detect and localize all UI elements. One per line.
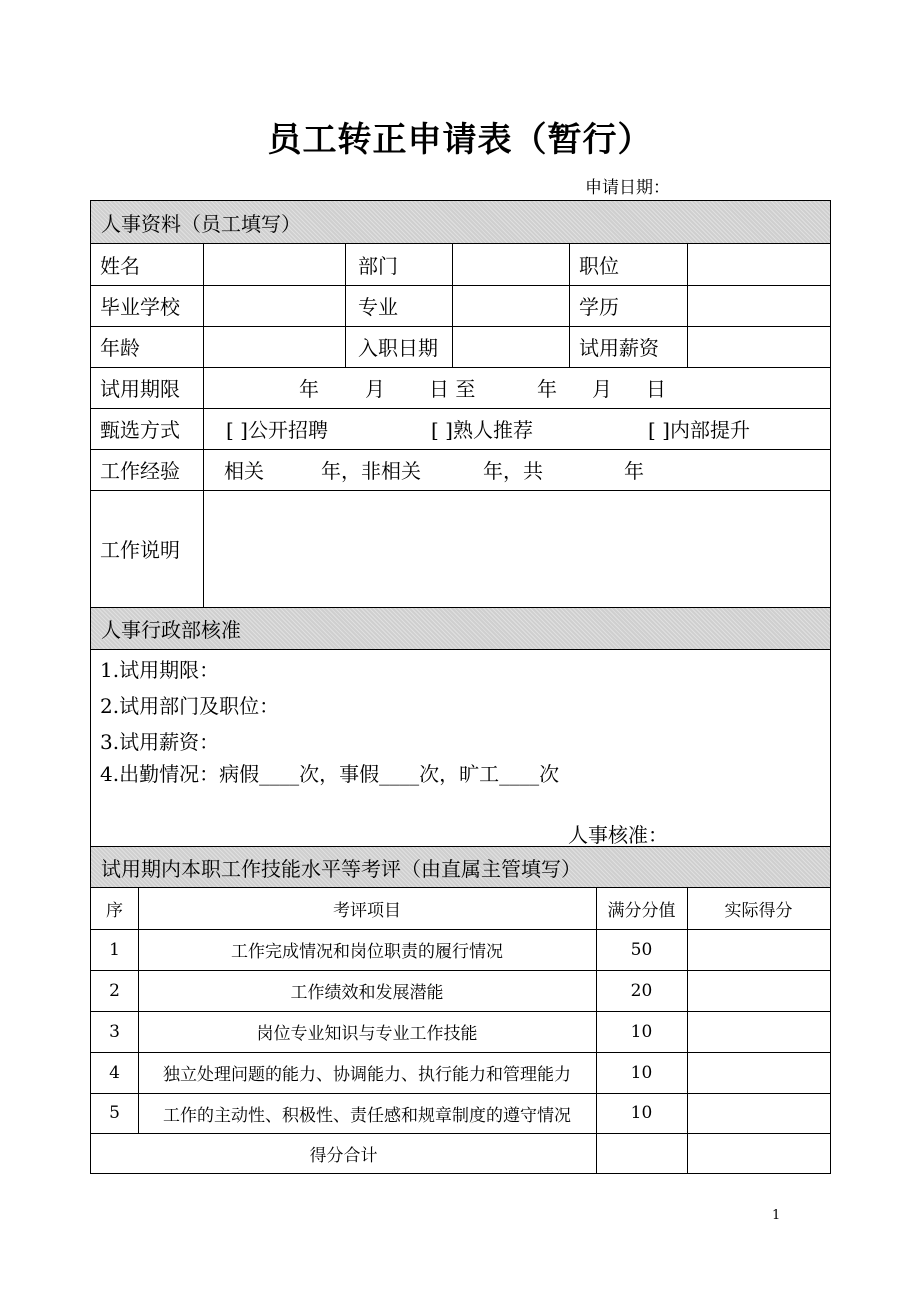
- page-title: 员工转正申请表（暂行）: [267, 120, 653, 160]
- col-full-header: 满分分值: [607, 901, 676, 921]
- position-field[interactable]: [687, 244, 830, 285]
- name-label: 姓名: [100, 254, 140, 278]
- entry-date-field[interactable]: [452, 326, 569, 367]
- hr-approval-label: 人事核准：: [568, 822, 668, 847]
- table-row-full: 20: [630, 980, 653, 1001]
- education-field[interactable]: [687, 285, 830, 326]
- table-row-full: 10: [630, 1062, 653, 1083]
- row-divider: [91, 449, 830, 450]
- position-label: 职位: [579, 254, 619, 278]
- table-row-seq: 1: [109, 939, 120, 960]
- table-row-item: 独立处理问题的能力、协调能力、执行能力和管理能力: [163, 1065, 571, 1085]
- table-row-item: 工作绩效和发展潜能: [290, 983, 444, 1003]
- section-evaluation-header: 试用期内本职工作技能水平等考评（由直属主管填写）: [91, 846, 830, 888]
- experience-label: 工作经验: [100, 459, 180, 483]
- school-label: 毕业学校: [100, 295, 180, 319]
- page-number: 1: [772, 1208, 781, 1223]
- approval-item-2: 2.试用部门及职位：: [100, 693, 280, 718]
- period-end-day[interactable]: 日: [646, 377, 666, 401]
- selection-label: 甄选方式: [100, 418, 180, 442]
- work-desc-label: 工作说明: [100, 538, 180, 562]
- name-field[interactable]: [203, 244, 345, 285]
- trial-salary-label: 试用薪资: [579, 336, 659, 360]
- table-row-seq: 3: [109, 1021, 120, 1042]
- col-actual-header: 实际得分: [724, 901, 793, 921]
- trial-period-label: 试用期限: [100, 377, 180, 401]
- exp-unrelated-label[interactable]: 年，非相关: [321, 459, 421, 483]
- apply-date-label: 申请日期：: [585, 178, 670, 198]
- exp-related-label: 相关: [224, 459, 264, 483]
- dept-label: 部门: [358, 254, 398, 278]
- exp-total-year[interactable]: 年: [624, 459, 644, 483]
- approval-item-3: 3.试用薪资：: [100, 729, 220, 754]
- table-row-item: 工作的主动性、积极性、责任感和规章制度的遵守情况: [163, 1105, 571, 1126]
- entry-date-label: 入职日期: [358, 336, 438, 360]
- approval-item-1: 1.试用期限：: [100, 657, 220, 682]
- table-row-full: 10: [630, 1103, 653, 1123]
- period-start-day[interactable]: 日 至: [429, 377, 476, 401]
- approval-item-4: 4.出勤情况：病假____次，事假____次，旷工____次: [100, 761, 560, 786]
- major-field[interactable]: [452, 285, 569, 326]
- section-hr-approval-header: 人事行政部核准: [91, 607, 830, 650]
- exp-total-label[interactable]: 年，共: [483, 459, 543, 483]
- table-row-seq: 4: [109, 1062, 120, 1083]
- total-label: 得分合计: [309, 1145, 378, 1166]
- col-divider: [345, 244, 346, 367]
- col-divider: [569, 244, 570, 367]
- age-label: 年龄: [100, 336, 140, 360]
- table-row-full: 10: [630, 1021, 653, 1042]
- table-row-item: 工作完成情况和岗位职责的履行情况: [231, 942, 503, 962]
- table-row-actual-field[interactable]: [687, 970, 830, 1011]
- period-start-month[interactable]: 月: [365, 377, 385, 401]
- table-row-actual-field[interactable]: [687, 929, 830, 970]
- total-actual-field[interactable]: [687, 1133, 830, 1173]
- major-label: 专业: [358, 295, 398, 319]
- work-desc-field[interactable]: [203, 490, 830, 607]
- period-end-year[interactable]: 年: [537, 377, 557, 401]
- application-form: [90, 200, 831, 1174]
- col-item-header: 考评项目: [333, 901, 401, 921]
- education-label: 学历: [579, 295, 619, 319]
- age-field[interactable]: [203, 326, 345, 367]
- option-referral-checkbox[interactable]: [ ]熟人推荐: [431, 418, 533, 442]
- col-seq-header: 序: [106, 901, 123, 921]
- table-row-seq: 5: [109, 1103, 120, 1123]
- trial-salary-field[interactable]: [687, 326, 830, 367]
- total-full-field[interactable]: [596, 1133, 687, 1173]
- period-end-month[interactable]: 月: [592, 377, 612, 401]
- table-row-seq: 2: [109, 980, 120, 1001]
- table-row-item: 岗位专业知识与专业工作技能: [256, 1024, 478, 1044]
- school-field[interactable]: [203, 285, 345, 326]
- table-row-actual-field[interactable]: [687, 1093, 830, 1133]
- period-start-year[interactable]: 年: [299, 377, 319, 401]
- table-row-full: 50: [630, 939, 653, 960]
- table-row-actual-field[interactable]: [687, 1052, 830, 1093]
- option-public-checkbox[interactable]: [ ]公开招聘: [226, 418, 328, 442]
- option-internal-checkbox[interactable]: [ ]内部提升: [648, 418, 750, 442]
- section-personnel-header: 人事资料（员工填写）: [91, 201, 830, 244]
- table-row-actual-field[interactable]: [687, 1011, 830, 1052]
- dept-field[interactable]: [452, 244, 569, 285]
